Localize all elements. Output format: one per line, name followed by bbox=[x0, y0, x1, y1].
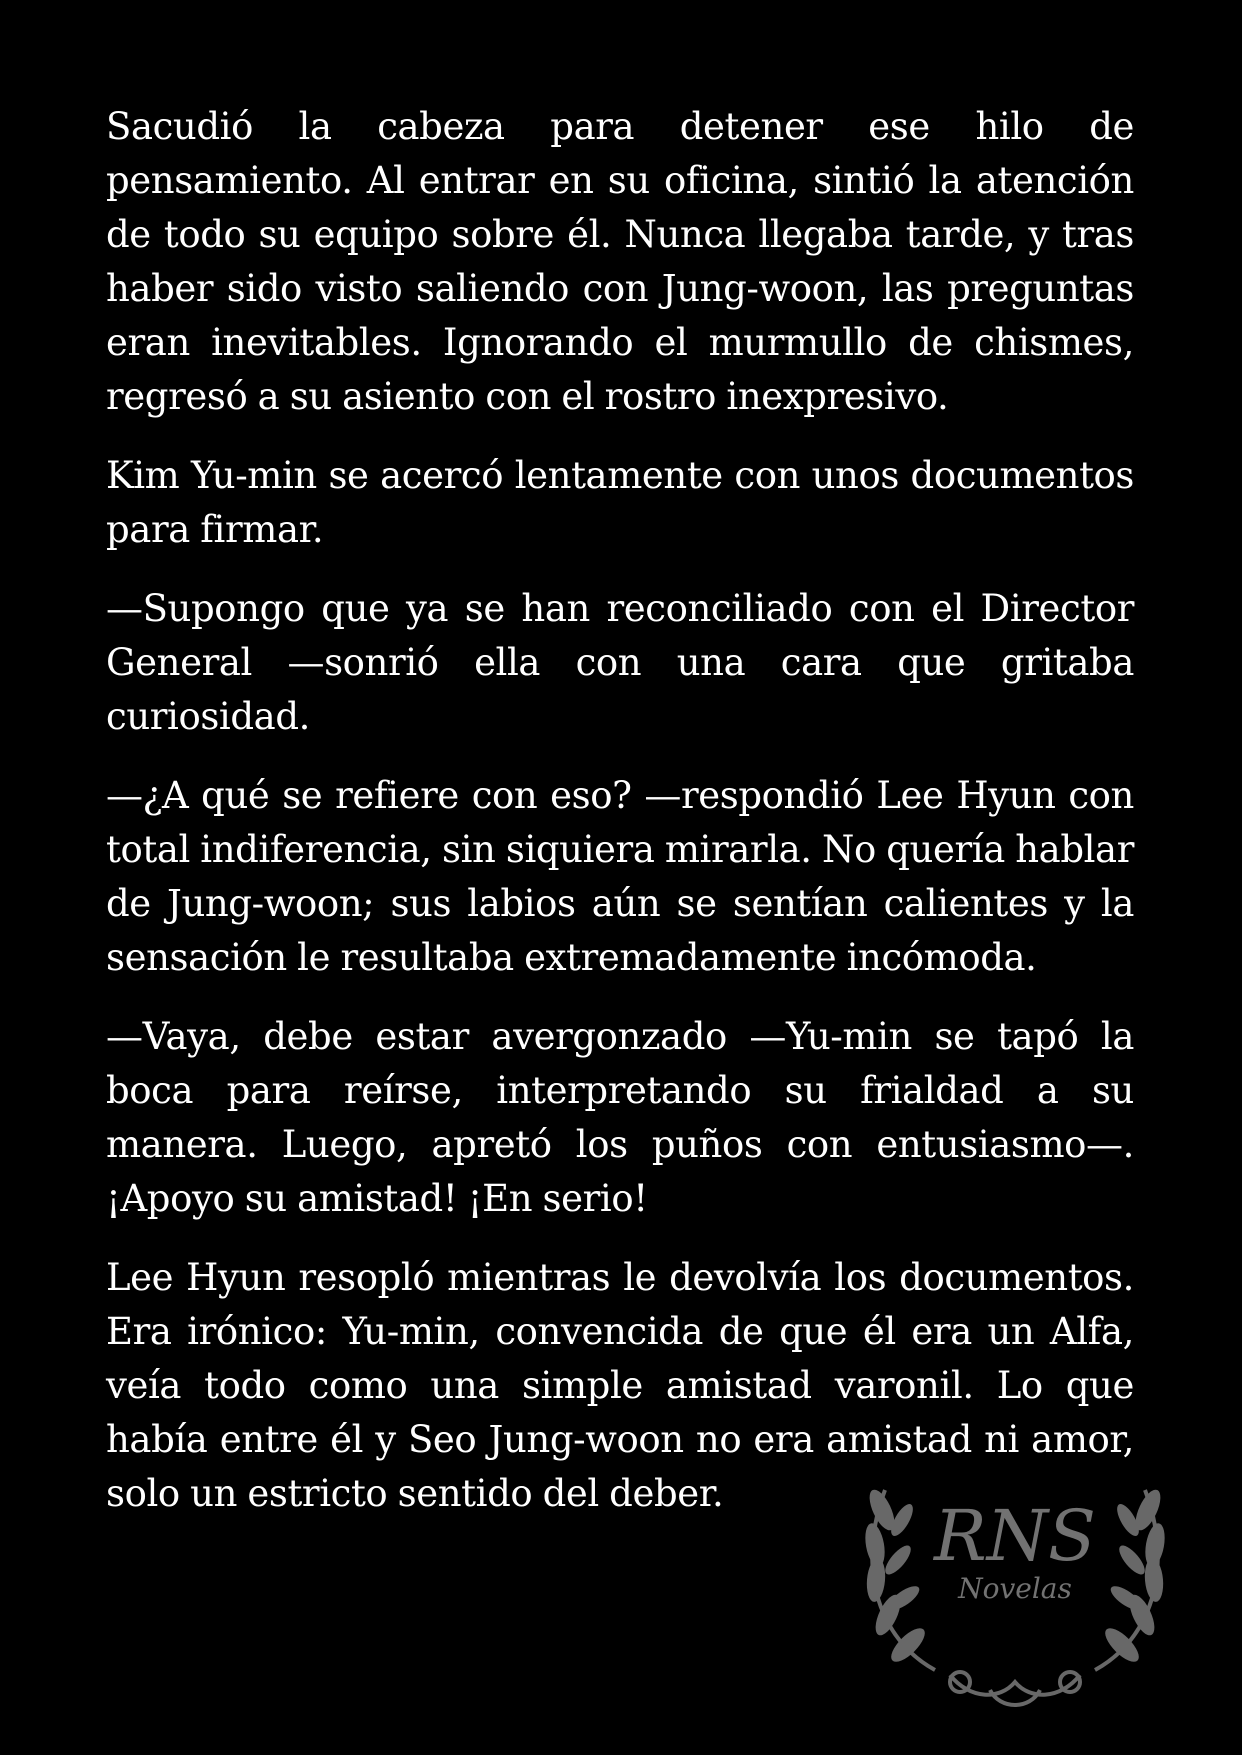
chapter-text bbox=[106, 100, 1134, 1546]
watermark-brand: RNS bbox=[934, 1495, 1096, 1577]
paragraph: —¿A qué se refiere con eso? —respondió Lee Hyun con total indiferencia, sin siquiera mirarla. No quería hablar de Jung-woon; sus labios aún se sentían calientes y la sensación le resultaba extremadamente incómoda. bbox=[106, 774, 1134, 979]
paragraph: Sacudió la cabeza para detener ese hilo de pensamiento. Al entrar en su oficina, sintió la atención de todo su equipo sobre él. Nunca llegaba tarde, y tras haber sido visto saliendo con Jung-woon, las preguntas eran inevitables. Ignorando el murmullo de chismes, regresó a su asiento con el rostro inexpresivo. bbox=[106, 105, 1134, 418]
laurel-wreath-icon bbox=[840, 1420, 1190, 1720]
paragraph: Lee Hyun resopló mientras le devolvía los documentos. Era irónico: Yu-min, convencida de que él era un Alfa, veía todo como una simple amistad varonil. Lo que había entre él y Seo Jung-woon no era amistad ni amor, solo un estricto sentido del deber. bbox=[106, 1256, 1134, 1515]
paragraph: —Vaya, debe estar avergonzado —Yu-min se tapó la boca para reírse, interpretando su frialdad a su manera. Luego, apretó los puños con entusiasmo—. ¡Apoyo su amistad! ¡En serio! bbox=[106, 1015, 1134, 1220]
rns-novelas-watermark bbox=[840, 1420, 1190, 1720]
paragraph: —Supongo que ya se han reconciliado con el Director General —sonrió ella con una cara que gritaba curiosidad. bbox=[106, 587, 1134, 738]
watermark-subtitle: Novelas bbox=[958, 1572, 1072, 1605]
paragraph: Kim Yu-min se acercó lentamente con unos documentos para firmar. bbox=[106, 454, 1134, 551]
